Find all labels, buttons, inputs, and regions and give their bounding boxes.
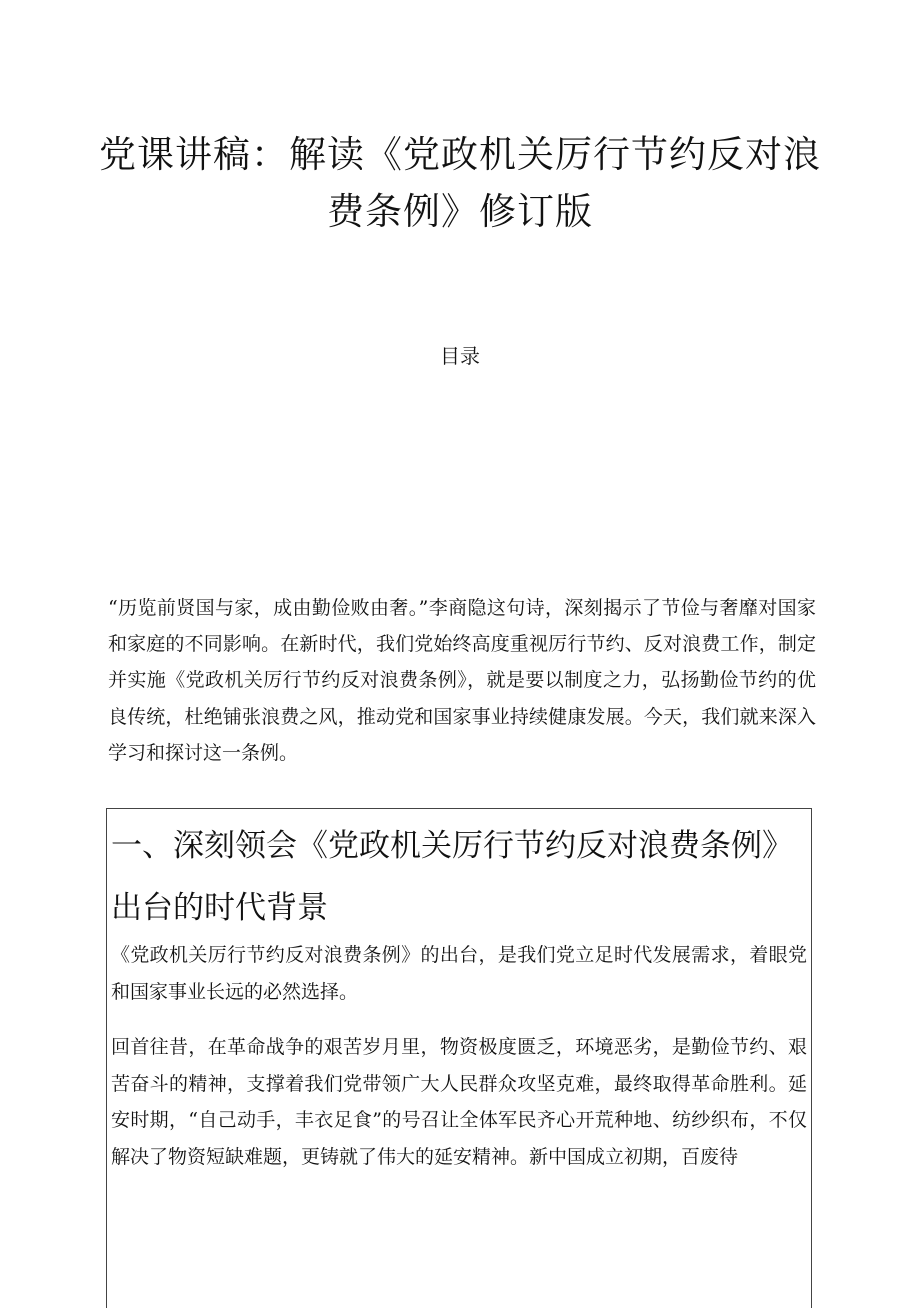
section-1-paragraph: 回首往昔，在革命战争的艰苦岁月里，物资极度匮乏，环境恶劣，是勤俭节约、艰苦奋斗的精神，支撑着我们党带领广大人民群众攻坚克难，最终取得革命胜利。延安时期，“自己动手，丰衣足食”的号召让全体军民齐心开荒种地、纺纱织布，不仅解决了物资短缺难题，更铸就了伟大的延安精神。新中国成立初期，百废待 [111, 1036, 807, 1168]
section-1-paragraph: 《党政机关厉行节约反对浪费条例》的出台，是我们党立足时代发展需求，着眼党和国家事业长远的必然选择。 [111, 944, 807, 1003]
toc-heading: 目录 [440, 344, 480, 368]
intro-paragraph: “历览前贤国与家，成由勤俭败由奢。”李商隐这句诗，深刻揭示了节俭与奢靡对国家和家庭的不同影响。在新时代，我们党始终高度重视厉行节约、反对浪费工作，制定并实施《党政机关厉行节约反对浪费条例》，就是要以制度之力，弘扬勤俭节约的优良传统，杜绝铺张浪费之风，推动党和国家事业持续健康发展。今天，我们就来深入学习和探讨这一条例。 [108, 597, 816, 764]
document-title: 党课讲稿：解读《党政机关厉行节约反对浪费条例》修订版 [99, 133, 821, 233]
section-1-heading: 一、深刻领会《党政机关厉行节约反对浪费条例》出台的时代背景 [111, 828, 793, 926]
section-1-box [106, 808, 812, 1308]
